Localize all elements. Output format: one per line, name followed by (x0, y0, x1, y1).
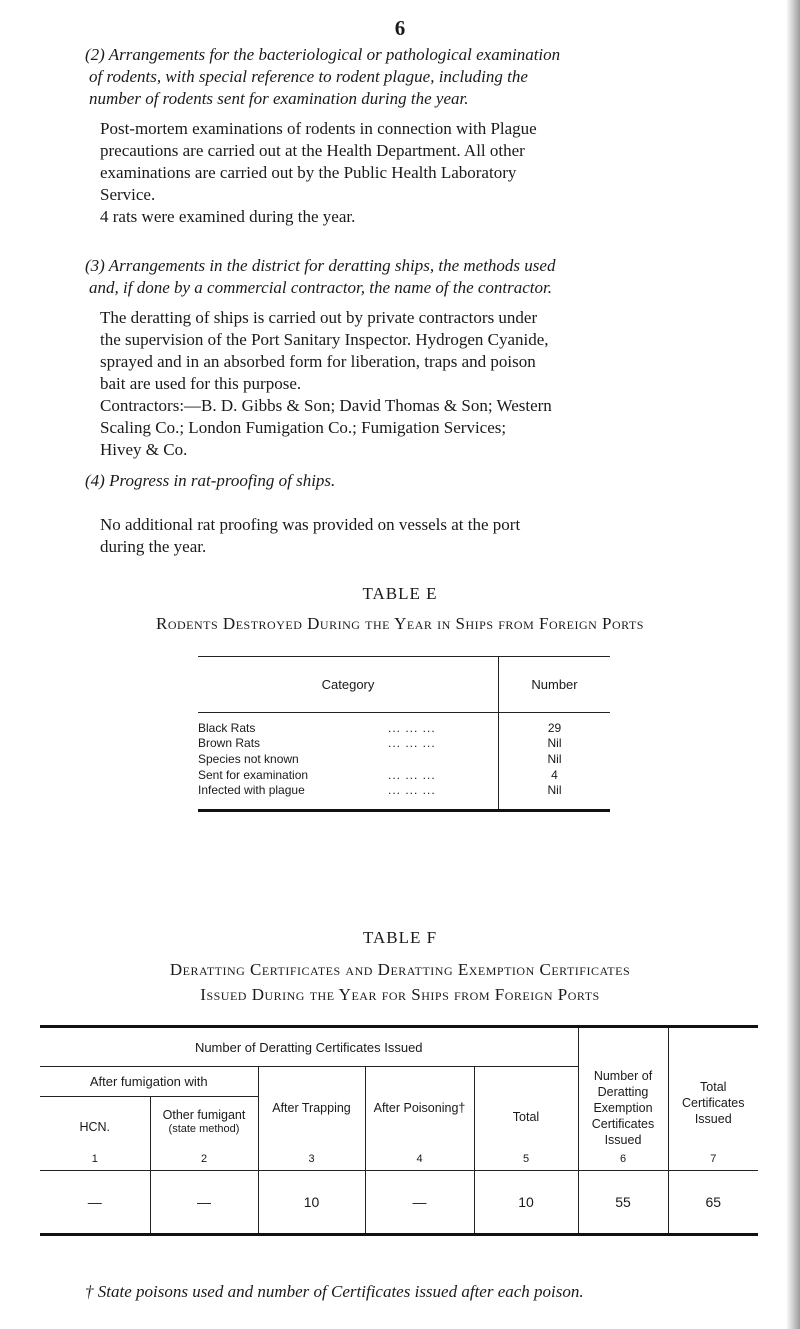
table-row (198, 735, 610, 751)
number-value: Nil (547, 783, 562, 797)
table-f-header-trapping: After Trapping (258, 1067, 365, 1149)
table-e-header-number: Number (531, 677, 578, 692)
table-row (40, 1170, 758, 1234)
value-poisoning: — (365, 1170, 474, 1234)
page-number: 6 (394, 16, 406, 40)
body-line: precautions are carried out at the Health Department. All other (100, 141, 525, 160)
body-line: Contractors:—B. D. Gibbs & Son; David Thomas & Son; Western (100, 396, 552, 415)
number-value: Nil (547, 752, 562, 766)
state-method-label: (state method) (168, 1123, 240, 1136)
value-total-issued: 65 (705, 1193, 722, 1210)
table-e-subtitle: Rodents Destroyed During the Year in Ships from Foreign Ports (156, 614, 644, 633)
body-line: the supervision of the Port Sanitary Inspector. Hydrogen Cyanide, (100, 330, 549, 349)
value-other-fumigant: — (150, 1170, 258, 1234)
value-exemption: 55 (578, 1170, 668, 1234)
number-value: Nil (547, 736, 562, 750)
table-f-header-poisoning: After Poisoning† (365, 1067, 474, 1149)
body-line: Post-mortem examinations of rodents in connection with Plague (100, 119, 537, 138)
table-row (198, 783, 610, 811)
heading-line: (2) Arrangements for the bacteriological or pathological examination (85, 45, 561, 64)
leader-dots: ... ... ... (388, 736, 436, 750)
body-line: Scaling Co.; London Fumigation Co.; Fumigation Services; (100, 418, 507, 437)
body-line: The deratting of ships is carried out by private contractors under (100, 308, 538, 327)
footnote: † State poisons used and number of Certificates issued after each poison. (85, 1282, 584, 1301)
category-label: Brown Rats (198, 736, 261, 750)
table-row (198, 767, 610, 783)
table-f-header-total-issued: Total Certificates Issued (681, 1080, 745, 1126)
heading-line: of rodents, with special reference to rodent plague, including the (89, 67, 528, 86)
body-line: bait are used for this purpose. (100, 374, 302, 393)
number-value: 29 (547, 721, 562, 735)
table-f-subtitle-line-1: Deratting Certificates and Deratting Exemption Certificates (169, 960, 631, 979)
value-hcn: — (40, 1170, 150, 1234)
leader-dots: ... ... ... (388, 721, 436, 735)
other-fumigant-label: Other fumigant (162, 1108, 246, 1123)
body-line: 4 rats were examined during the year. (100, 207, 356, 226)
column-number: 3 (258, 1148, 365, 1170)
table-row (198, 751, 610, 767)
column-number: 1 (40, 1148, 150, 1170)
leader-dots: ... ... ... (388, 768, 436, 782)
value-total: 10 (474, 1170, 578, 1234)
table-e-title: TABLE E (362, 584, 438, 603)
section-2-body (100, 118, 768, 228)
table-f-group-header: Number of Deratting Certificates Issued (40, 1027, 578, 1067)
section-3-body (100, 307, 768, 461)
table-f-subtitle-line-2: Issued During the Year for Ships from Foreign Ports (200, 985, 600, 1004)
page-edge-shadow (786, 0, 800, 1329)
table-f-header-total: Total (474, 1067, 578, 1149)
category-label: Black Rats (198, 721, 256, 735)
category-label: Species not known (198, 752, 299, 766)
table-f (40, 1025, 758, 1236)
column-number: 6 (578, 1148, 668, 1170)
category-label: Infected with plague (198, 783, 305, 797)
section-2-heading (85, 44, 769, 110)
table-row (198, 713, 610, 736)
heading-line: and, if done by a commercial contractor, the name of the contractor. (89, 278, 553, 297)
body-line: during the year. (100, 537, 207, 556)
body-line: sprayed and in an absorbed form for liberation, traps and poison (100, 352, 536, 371)
column-number: 5 (474, 1148, 578, 1170)
column-number: 2 (150, 1148, 258, 1170)
heading-line: (3) Arrangements in the district for deratting ships, the methods used (85, 256, 556, 275)
table-f-subgroup-header: After fumigation with (40, 1067, 258, 1097)
table-f-header-other (150, 1096, 258, 1148)
body-line: No additional rat proofing was provided on vessels at the port (100, 515, 521, 534)
body-line: examinations are carried out by the Public Health Laboratory (100, 163, 517, 182)
section-4-heading: (4) Progress in rat-proofing of ships. (85, 471, 336, 490)
category-label: Sent for examination (198, 768, 309, 782)
table-e-header-category: Category (198, 657, 499, 713)
column-number: 7 (710, 1152, 717, 1165)
section-3-heading (85, 255, 769, 299)
table-f-title: TABLE F (362, 928, 438, 947)
table-e (198, 656, 610, 815)
table-f-header-exemption: Number of Deratting Exemption Certificates Issued (578, 1027, 668, 1149)
table-f-column-numbers (40, 1148, 758, 1170)
number-value: 4 (551, 768, 558, 782)
section-4-body (100, 514, 768, 558)
heading-line: number of rodents sent for examination during the year. (89, 89, 469, 108)
column-number: 4 (365, 1148, 474, 1170)
table-f-header-hcn: HCN. (40, 1096, 150, 1148)
body-line: Service. (100, 185, 156, 204)
body-line: Hivey & Co. (100, 440, 188, 459)
value-trapping: 10 (258, 1170, 365, 1234)
leader-dots: ... ... ... (388, 783, 436, 797)
